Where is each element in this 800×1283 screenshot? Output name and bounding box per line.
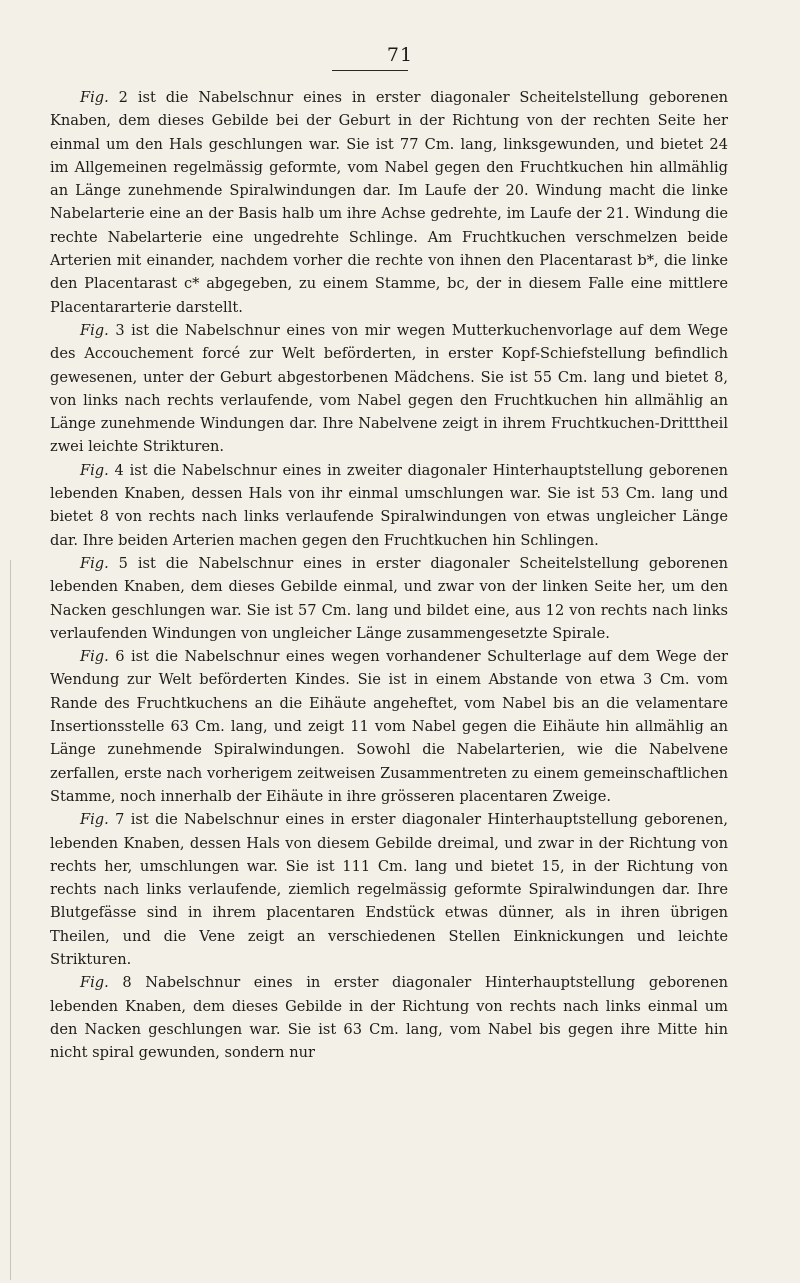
paragraph-fig-5: [50, 552, 728, 645]
figure-label: Fig.: [80, 89, 109, 106]
paragraph-fig-7: [50, 808, 728, 971]
paragraph-fig-6: [50, 645, 728, 808]
paragraph-text: 7 ist die Nabelschnur eines in erster diagonaler Hinterhauptstellung geborenen, lebenden Knaben, dessen Hals von diesem Gebilde dreimal, und zwar in der Richtung von rechts her, umschlungen war. Sie ist 111 Cm. lang und bietet 15, in der Richtung von rechts nach links verlaufende, ziemlich regelmässig geformte Spiralwindungen dar. Ihre Blutgefässe sind in ihrem placentaren Endstück etwas dünner, als in ihren übrigen Theilen, und die Vene zeigt an verschiedenen Stellen Einknickungen und leichte Strikturen.: [50, 811, 728, 968]
paragraph-fig-8: [50, 971, 728, 1064]
paragraph-fig-4: [50, 459, 728, 552]
figure-label: Fig.: [80, 974, 109, 992]
paragraph-fig-3: [50, 319, 728, 459]
figure-label: Fig.: [80, 554, 109, 572]
figure-label: Fig.: [80, 321, 109, 339]
header-rule: [332, 70, 408, 71]
paragraph-text: 2 ist die Nabelschnur eines in erster diagonaler Scheitelstellung geborenen Knaben, dem dieses Gebilde bei der Geburt in der Richtung von der rechten Seite her einmal um den Hals geschlungen war. Sie ist 77 Cm. lang, linksgewunden, und bietet 24 im Allgemeinen regelmässig geformte, vom Nabel gegen den Fruchtkuchen hin allmählig an Länge zunehmende Spiralwindungen dar. Im Laufe der 20. Windung macht die linke Nabelarterie eine an der Basis halb um ihre Achse gedrehte, im Laufe der 21. Windung die rechte Nabelarterie eine ungedrehte Schlinge. Am Fruchtkuchen verschmelzen beide Arterien mit einander, nachdem vorher die rechte von ihnen den Placentarast b*, die linke den Placentarast c* abgegeben, zu einem Stamme, bc, der in diesem Falle eine mittlere Placentararterie darstellt.: [50, 89, 728, 316]
paragraph-text: 3 ist die Nabelschnur eines von mir wegen Mutterkuchenvorlage auf dem Wege des Accouchement forcé zur Welt beförderten, in erster Kopf-Schiefstellung befindlich gewesenen, unter der Geburt abgestorbenen Mädchens. Sie ist 55 Cm. lang und bietet 8, von links nach rechts verlaufende, vom Nabel gegen den Fruchtkuchen hin allmählig an Länge zunehmende Windungen dar. Ihre Nabelvene zeigt in ihrem Fruchtkuchen-Dritttheil zwei leichte Strikturen.: [50, 321, 728, 456]
paragraph-text: 8 Nabelschnur eines in erster diagonaler Hinterhauptstellung geborenen lebenden Knaben, dem dieses Gebilde in der Richtung von rechts nach links einmal um den Nacken geschlungen war. Sie ist 63 Cm. lang, vom Nabel bis gegen ihre Mitte hin nicht spiral gewunden, sondern nur: [50, 974, 728, 1062]
body-text: [50, 86, 728, 1064]
figure-label: Fig.: [80, 811, 109, 829]
figure-label: Fig.: [80, 648, 109, 666]
page-number: 71: [386, 44, 414, 66]
figure-label: Fig.: [80, 461, 109, 479]
paragraph-text: 5 ist die Nabelschnur eines in erster diagonaler Scheitelstellung geborenen lebenden Knaben, dem dieses Gebilde einmal, und zwar von der linken Seite her, um den Nacken geschlungen war. Sie ist 57 Cm. lang und bildet eine, aus 12 von rechts nach links verlaufenden Windungen von ungleicher Länge zusammengesetzte Spirale.: [50, 554, 728, 642]
paragraph-text: 4 ist die Nabelschnur eines in zweiter diagonaler Hinterhauptstellung geborenen lebenden Knaben, dessen Hals von ihr einmal umschlungen war. Sie ist 53 Cm. lang und bietet 8 von rechts nach links verlaufende Spiralwindungen von etwas ungleicher Länge dar. Ihre beiden Arterien machen gegen den Fruchtkuchen hin Schlingen.: [50, 461, 728, 549]
paragraph-text: 6 ist die Nabelschnur eines wegen vorhandener Schulterlage auf dem Wege der Wendung zur Welt beförderten Kindes. Sie ist in einem Abstande von etwa 3 Cm. vom Rande des Fruchtkuchens an die Eihäute angeheftet, vom Nabel bis an die velamentare Insertionsstelle 63 Cm. lang, und zeigt 11 vom Nabel gegen die Eihäute hin allmählig an Länge zunehmende Spiralwindungen. Sowohl die Nabelarterien, wie die Nabelvene zerfallen, erste nach vorherigem zeitweisen Zusammentreten zu einem gemeinschaftlichen Stamme, noch innerhalb der Eihäute in ihre grösseren placentaren Zweige.: [50, 648, 728, 805]
page-edge-shadow: [10, 560, 11, 1280]
paragraph-fig-2: [50, 86, 728, 319]
